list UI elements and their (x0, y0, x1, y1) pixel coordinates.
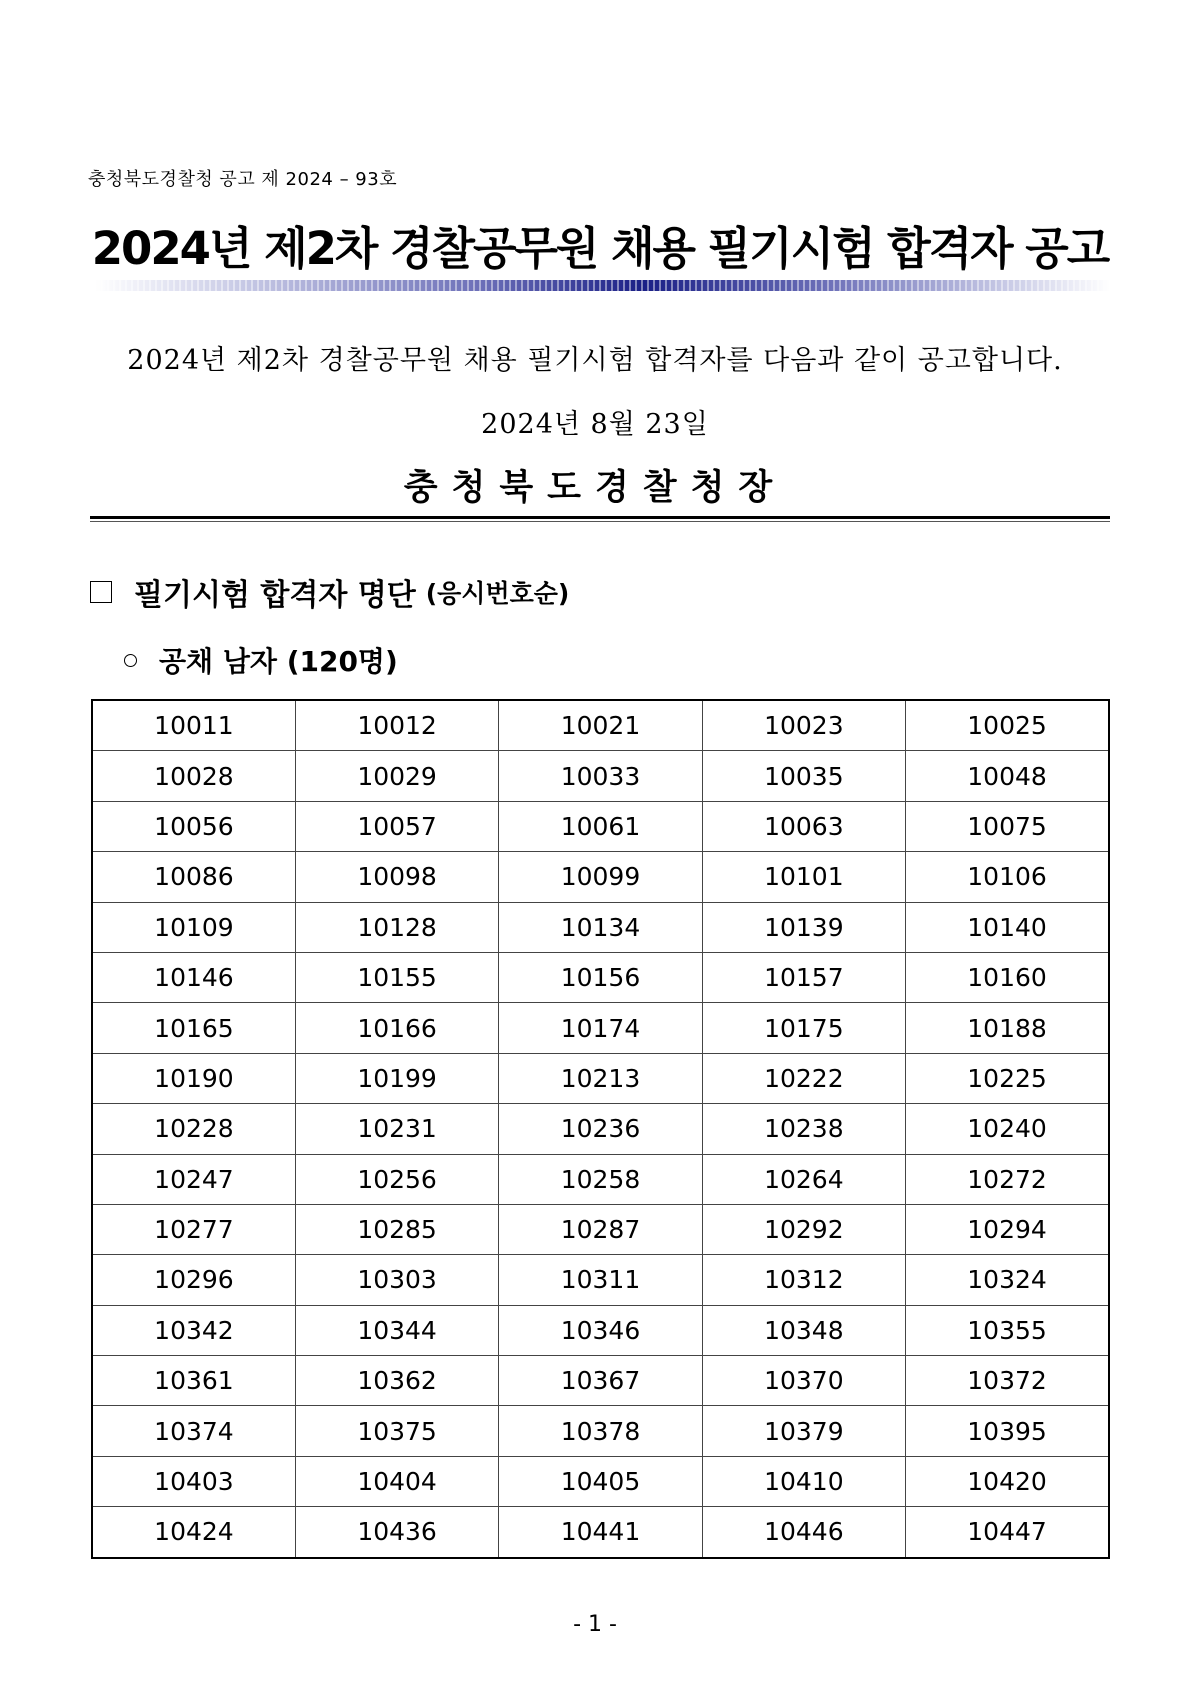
title-underline (95, 280, 1110, 291)
issuer-name: 충청북도경찰청장 (403, 467, 787, 508)
table-row (92, 1255, 1109, 1305)
table-cell: 10139 (702, 902, 905, 952)
table-cell: 10199 (295, 1053, 498, 1103)
table-row (92, 1003, 1109, 1053)
table-cell: 10086 (92, 852, 295, 902)
table-cell: 10344 (295, 1305, 498, 1355)
table-row (92, 751, 1109, 801)
table-row (92, 1053, 1109, 1103)
table-cell: 10296 (92, 1255, 295, 1305)
table-cell: 10025 (906, 700, 1109, 751)
table-cell: 10436 (295, 1507, 498, 1558)
table-cell: 10175 (702, 1003, 905, 1053)
table-cell: 10395 (906, 1406, 1109, 1456)
table-cell: 10109 (92, 902, 295, 952)
table-cell: 10098 (295, 852, 498, 902)
table-cell: 10134 (499, 902, 702, 952)
table-cell: 10312 (702, 1255, 905, 1305)
table-cell: 10375 (295, 1406, 498, 1456)
table-cell: 10106 (906, 852, 1109, 902)
table-cell: 10342 (92, 1305, 295, 1355)
table-row (92, 801, 1109, 851)
table-row (92, 1104, 1109, 1154)
announcement-date: 2024년 8월 23일 (481, 409, 709, 440)
table-cell: 10128 (295, 902, 498, 952)
header-divider-thin (90, 521, 1110, 522)
table-cell: 10190 (92, 1053, 295, 1103)
table-row (92, 700, 1109, 751)
table-row (92, 952, 1109, 1002)
table-cell: 10231 (295, 1104, 498, 1154)
table-cell: 10355 (906, 1305, 1109, 1355)
table-cell: 10258 (499, 1154, 702, 1204)
table-cell: 10075 (906, 801, 1109, 851)
results-table (91, 699, 1110, 1559)
table-cell: 10285 (295, 1204, 498, 1254)
table-row (92, 1507, 1109, 1558)
table-cell: 10311 (499, 1255, 702, 1305)
table-row (92, 1305, 1109, 1355)
table-cell: 10405 (499, 1456, 702, 1506)
table-row (92, 852, 1109, 902)
checkbox-icon (90, 581, 112, 603)
table-cell: 10035 (702, 751, 905, 801)
table-cell: 10424 (92, 1507, 295, 1558)
table-cell: 10404 (295, 1456, 498, 1506)
table-cell: 10165 (92, 1003, 295, 1053)
table-cell: 10240 (906, 1104, 1109, 1154)
table-cell: 10367 (499, 1356, 702, 1406)
table-cell: 10101 (702, 852, 905, 902)
table-cell: 10213 (499, 1053, 702, 1103)
table-row (92, 1356, 1109, 1406)
table-cell: 10256 (295, 1154, 498, 1204)
intro-text: 2024년 제2차 경찰공무원 채용 필기시험 합격자를 다음과 같이 공고합니다. (127, 345, 1063, 376)
table-cell: 10157 (702, 952, 905, 1002)
table-cell: 10146 (92, 952, 295, 1002)
table-cell: 10048 (906, 751, 1109, 801)
table-cell: 10166 (295, 1003, 498, 1053)
page-number: - 1 - (573, 1612, 617, 1637)
table-cell: 10247 (92, 1154, 295, 1204)
table-cell: 10378 (499, 1406, 702, 1456)
table-cell: 10063 (702, 801, 905, 851)
table-cell: 10029 (295, 751, 498, 801)
table-cell: 10441 (499, 1507, 702, 1558)
table-cell: 10023 (702, 700, 905, 751)
table-cell: 10303 (295, 1255, 498, 1305)
results-table-body (92, 700, 1109, 1558)
table-cell: 10361 (92, 1356, 295, 1406)
table-cell: 10410 (702, 1456, 905, 1506)
sub-heading-text: 공채 남자 (120명) (159, 645, 398, 678)
table-cell: 10099 (499, 852, 702, 902)
table-row (92, 1154, 1109, 1204)
table-row (92, 1204, 1109, 1254)
table-cell: 10225 (906, 1053, 1109, 1103)
table-cell: 10324 (906, 1255, 1109, 1305)
table-cell: 10447 (906, 1507, 1109, 1558)
table-row (92, 902, 1109, 952)
table-cell: 10292 (702, 1204, 905, 1254)
table-cell: 10061 (499, 801, 702, 851)
table-cell: 10056 (92, 801, 295, 851)
sub-heading (124, 640, 398, 680)
table-cell: 10140 (906, 902, 1109, 952)
table-cell: 10236 (499, 1104, 702, 1154)
table-cell: 10446 (702, 1507, 905, 1558)
table-cell: 10012 (295, 700, 498, 751)
table-cell: 10346 (499, 1305, 702, 1355)
table-cell: 10420 (906, 1456, 1109, 1506)
notice-number: 충청북도경찰청 공고 제 2024 – 93호 (88, 169, 398, 190)
table-cell: 10033 (499, 751, 702, 801)
table-cell: 10379 (702, 1406, 905, 1456)
table-cell: 10370 (702, 1356, 905, 1406)
table-cell: 10174 (499, 1003, 702, 1053)
table-cell: 10277 (92, 1204, 295, 1254)
table-cell: 10374 (92, 1406, 295, 1456)
table-row (92, 1406, 1109, 1456)
table-cell: 10021 (499, 700, 702, 751)
section-heading-note: (응시번호순) (425, 579, 570, 608)
table-row (92, 1456, 1109, 1506)
table-cell: 10403 (92, 1456, 295, 1506)
table-cell: 10156 (499, 952, 702, 1002)
table-cell: 10228 (92, 1104, 295, 1154)
table-cell: 10160 (906, 952, 1109, 1002)
table-cell: 10348 (702, 1305, 905, 1355)
table-cell: 10372 (906, 1356, 1109, 1406)
table-cell: 10287 (499, 1204, 702, 1254)
table-cell: 10028 (92, 751, 295, 801)
table-cell: 10155 (295, 952, 498, 1002)
table-cell: 10011 (92, 700, 295, 751)
table-cell: 10057 (295, 801, 498, 851)
circle-icon (124, 654, 137, 667)
table-cell: 10264 (702, 1154, 905, 1204)
table-cell: 10238 (702, 1104, 905, 1154)
table-cell: 10188 (906, 1003, 1109, 1053)
table-cell: 10272 (906, 1154, 1109, 1204)
section-heading-text: 필기시험 합격자 명단 (134, 578, 416, 613)
page-title: 2024년 제2차 경찰공무원 채용 필기시험 합격자 공고 (91, 222, 1109, 275)
header-divider (90, 516, 1110, 519)
table-cell: 10362 (295, 1356, 498, 1406)
table-cell: 10294 (906, 1204, 1109, 1254)
table-cell: 10222 (702, 1053, 905, 1103)
section-heading (90, 570, 569, 614)
